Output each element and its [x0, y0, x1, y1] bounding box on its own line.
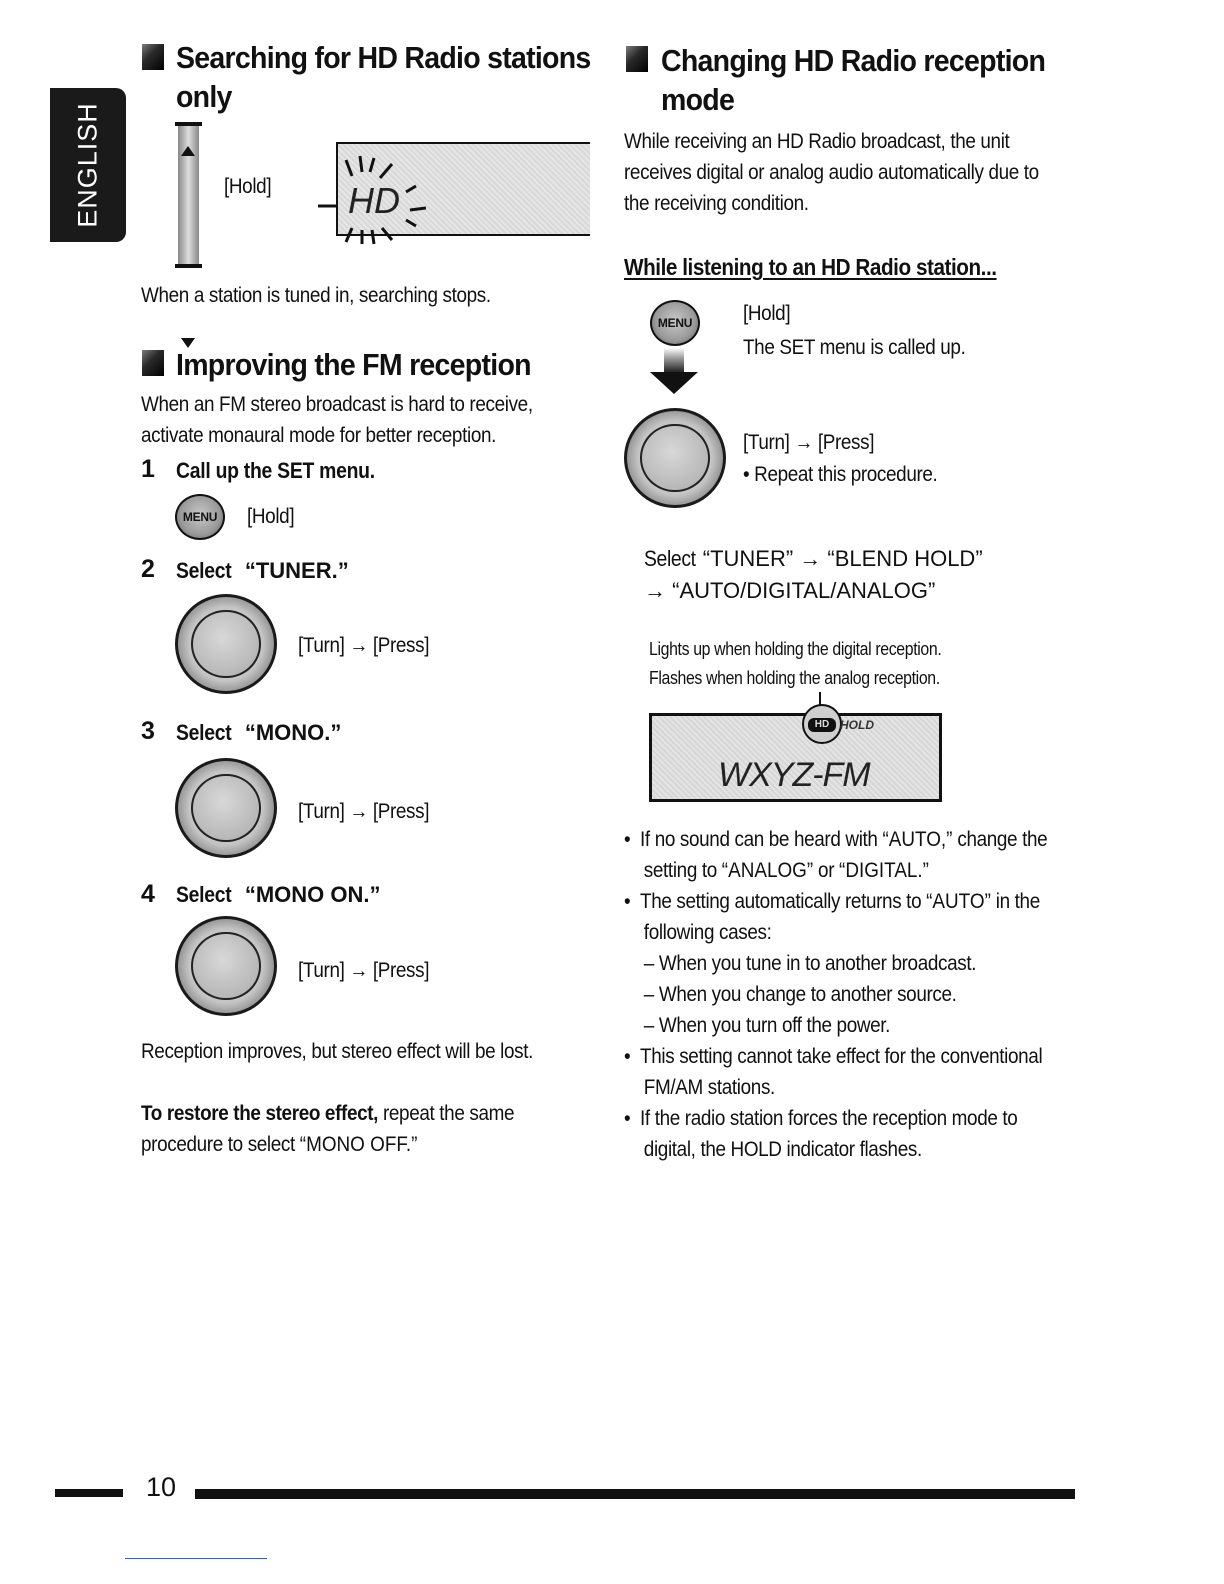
section-title-searching: Searching for HD Radio stations only — [176, 40, 591, 114]
changing-intro: While receiving an HD Radio broadcast, the unit receives digital or analog audio automatically due to the receiving condition. — [624, 130, 1039, 215]
list-item: • If no sound can be heard with “AUTO,” change the — [624, 828, 1048, 851]
section-marker-icon — [142, 44, 164, 70]
step-number: 2 — [141, 555, 155, 583]
section-marker-icon — [142, 350, 164, 376]
step-label: Call up the SET menu. — [176, 458, 375, 483]
while-listening-heading: While listening to an HD Radio station... — [624, 254, 997, 280]
control-dial[interactable] — [175, 594, 277, 694]
step-number: 4 — [141, 880, 155, 908]
footer-rule-right — [195, 1489, 1075, 1499]
restore-note: To restore the stereo effect, repeat the same procedure to select “MONO OFF.” — [141, 1102, 515, 1156]
select-sequence: Select“TUNER” → “BLEND HOLD” → “AUTO/DIGITAL/ANALOG” — [644, 546, 983, 603]
seek-button[interactable] — [175, 122, 202, 268]
control-dial[interactable] — [175, 758, 277, 858]
list-item: – When you turn off the power. — [643, 1014, 891, 1037]
list-item: – When you tune in to another broadcast. — [643, 952, 977, 975]
language-tab — [50, 88, 126, 242]
up-arrow-icon — [181, 146, 195, 156]
arrow-shaft — [664, 348, 684, 374]
step-label: Select “MONO.” — [176, 720, 342, 745]
list-item: • The setting automatically returns to “AUTO” in the — [624, 890, 1040, 913]
station-name: WXYZ-FM — [718, 756, 870, 794]
step1-action: [Hold] — [247, 505, 295, 528]
step3-action: [Turn] → [Press] — [298, 800, 430, 823]
turn-press-label: [Turn] → [Press] — [743, 431, 875, 454]
edge-line — [125, 1558, 267, 1559]
control-dial[interactable] — [624, 408, 726, 508]
hd-display-text: HD — [348, 180, 400, 221]
menu-button[interactable]: MENU — [175, 494, 225, 540]
section-title-changing: Changing HD Radio reception mode — [661, 43, 1046, 117]
hold-description: The SET menu is called up. — [743, 336, 966, 359]
step-label: Select “TUNER.” — [176, 558, 349, 583]
hd-indicator-icon: HD — [808, 718, 836, 732]
searching-note: When a station is tuned in, searching stops. — [141, 284, 491, 307]
hold-indicator: HOLD — [840, 718, 874, 732]
section-marker-icon — [626, 46, 648, 72]
list-item: • If the radio station forces the reception mode to — [624, 1107, 1018, 1130]
page-number: 10 — [146, 1472, 177, 1502]
hold-label: [Hold] — [224, 175, 272, 198]
hold-label: [Hold] — [743, 302, 791, 325]
section-title-improving: Improving the FM reception — [176, 347, 531, 382]
improving-intro: When an FM stereo broadcast is hard to receive, activate monaural mode for better reception. — [141, 393, 533, 447]
indicator-notes: Lights up when holding the digital reception. Flashes when holding the analog reception. — [649, 639, 942, 688]
down-arrow-icon — [650, 372, 698, 394]
step-number: 1 — [141, 455, 155, 483]
step-label: Select “MONO ON.” — [176, 882, 381, 907]
repeat-note: • Repeat this procedure. — [743, 463, 938, 486]
language-label: ENGLISH — [72, 102, 103, 228]
reception-result: Reception improves, but stereo effect will be lost. — [141, 1040, 534, 1063]
list-item: – When you change to another source. — [643, 983, 957, 1006]
list-item: • This setting cannot take effect for the conventional — [624, 1045, 1043, 1068]
footer-rule-left — [55, 1489, 123, 1497]
control-dial[interactable] — [175, 916, 277, 1016]
step-number: 3 — [141, 717, 155, 745]
step4-action: [Turn] → [Press] — [298, 959, 430, 982]
bullet-list: • If no sound can be heard with “AUTO,” change the setting to “ANALOG” or “DIGITAL.” • The setting automatically returns to “AUTO” in the following cases: – When you tune in to another broadcast. – When you change to another source. – When you turn off the power. • This setting cannot take effect for the conventional FM/AM stations. • If the radio station forces the reception mode to digital, the HOLD indicator flashes. — [624, 824, 1047, 1165]
menu-button[interactable]: MENU — [650, 300, 700, 346]
step2-action: [Turn] → [Press] — [298, 634, 430, 657]
